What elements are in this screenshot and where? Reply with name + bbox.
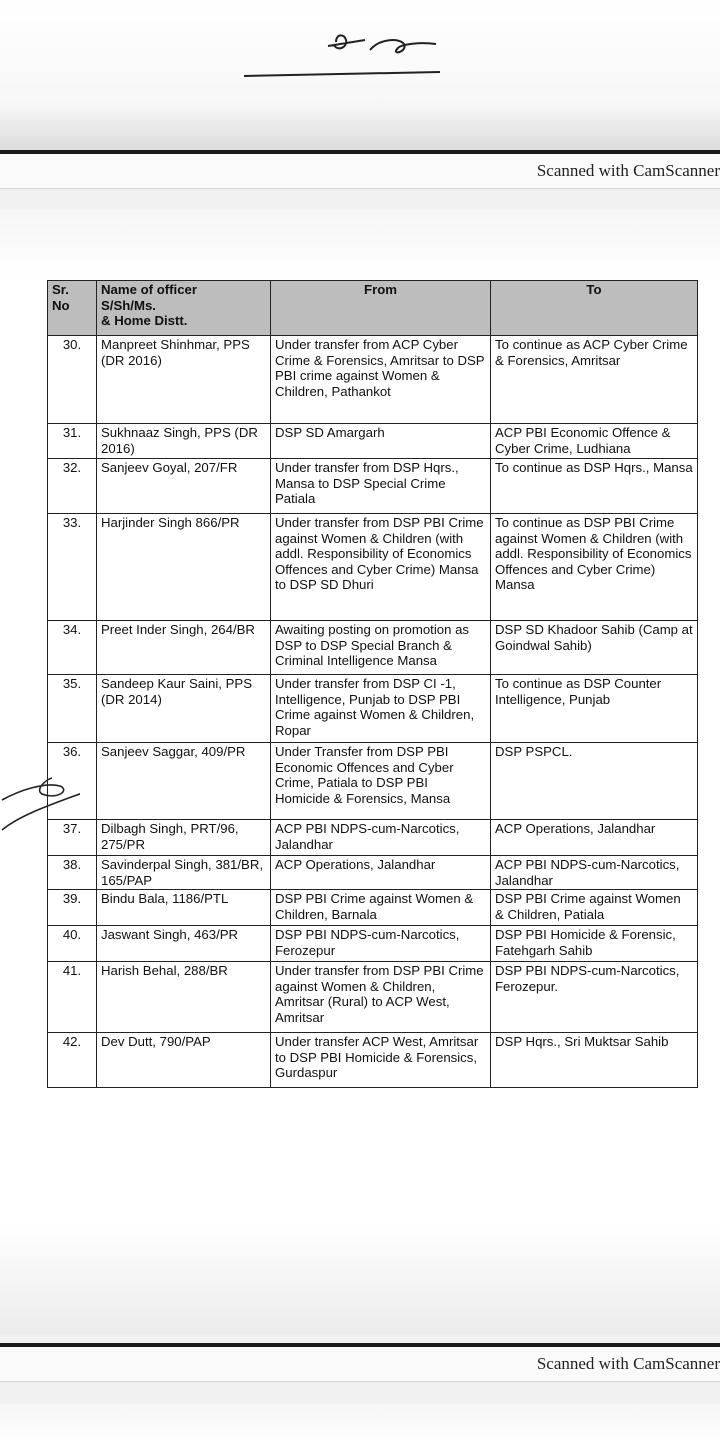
cell-from: DSP PBI Crime against Women & Children, Barnala	[271, 890, 491, 926]
cell-to: To continue as DSP PBI Crime against Women & Children (with addl. Responsibility of Economics Offences and Cyber Crime) Mansa	[491, 514, 698, 621]
cell-to: DSP PBI Homicide & Forensic, Fatehgarh Sahib	[491, 926, 698, 962]
table-row	[48, 675, 698, 743]
table-row	[48, 926, 698, 962]
table-row	[48, 336, 698, 424]
cell-sr: 39.	[48, 890, 97, 926]
scan-footer	[0, 1347, 720, 1382]
cell-to: To continue as ACP Cyber Crime & Forensics, Amritsar	[491, 336, 698, 424]
table-row	[48, 621, 698, 675]
cell-to: DSP SD Khadoor Sahib (Camp at Goindwal Sahib)	[491, 621, 698, 675]
cell-to: To continue as DSP Hqrs., Mansa	[491, 459, 698, 514]
cell-from: Under transfer from DSP PBI Crime against Women & Children (with addl. Responsibility of Economics Offences and Cyber Crime) Mansa to DSP SD Dhuri	[271, 514, 491, 621]
table-row	[48, 1033, 698, 1088]
header-to: To	[491, 281, 698, 336]
cell-to: ACP PBI NDPS-cum-Narcotics, Jalandhar	[491, 856, 698, 890]
table-row	[48, 459, 698, 514]
cell-name: Harjinder Singh 866/PR	[97, 514, 271, 621]
cell-sr: 31.	[48, 424, 97, 459]
cell-from: Under Transfer from DSP PBI Economic Offences and Cyber Crime, Patiala to DSP PBI Homicide & Forensics, Mansa	[271, 743, 491, 820]
cell-to: To continue as DSP Counter Intelligence, Punjab	[491, 675, 698, 743]
cell-name: Dilbagh Singh, PRT/96, 275/PR	[97, 820, 271, 856]
header-name: Name of officer S/Sh/Ms. & Home Distt.	[97, 281, 271, 336]
table-row	[48, 514, 698, 621]
cell-sr: 34.	[48, 621, 97, 675]
cell-name: Sanjeev Goyal, 207/FR	[97, 459, 271, 514]
cell-to: DSP PBI Crime against Women & Children, Patiala	[491, 890, 698, 926]
cell-to: DSP PBI NDPS-cum-Narcotics, Ferozepur.	[491, 962, 698, 1033]
scan-footer	[0, 154, 720, 189]
table-header-row	[48, 281, 698, 336]
cell-from: DSP SD Amargarh	[271, 424, 491, 459]
header-from: From	[271, 281, 491, 336]
table-row	[48, 890, 698, 926]
cell-sr: 41.	[48, 962, 97, 1033]
cell-name: Savinderpal Singh, 381/BR, 165/PAP	[97, 856, 271, 890]
cell-from: Under transfer from DSP Hqrs., Mansa to DSP Special Crime Patiala	[271, 459, 491, 514]
table-row	[48, 743, 698, 820]
cell-sr: 40.	[48, 926, 97, 962]
table-row	[48, 962, 698, 1033]
posting-table	[47, 280, 698, 1088]
cell-name: Preet Inder Singh, 264/BR	[97, 621, 271, 675]
table-row	[48, 424, 698, 459]
next-page-fragment	[0, 1404, 720, 1440]
cell-name: Bindu Bala, 1186/PTL	[97, 890, 271, 926]
cell-to: ACP PBI Economic Offence & Cyber Crime, Ludhiana	[491, 424, 698, 459]
cell-name: Sanjeev Saggar, 409/PR	[97, 743, 271, 820]
cell-to: DSP PSPCL.	[491, 743, 698, 820]
cell-sr: 38.	[48, 856, 97, 890]
cell-name: Jaswant Singh, 463/PR	[97, 926, 271, 962]
cell-from: DSP PBI NDPS-cum-Narcotics, Ferozepur	[271, 926, 491, 962]
cell-sr: 30.	[48, 336, 97, 424]
cell-name: Harish Behal, 288/BR	[97, 962, 271, 1033]
cell-name: Sukhnaaz Singh, PPS (DR 2016)	[97, 424, 271, 459]
camscanner-watermark: Scanned with CamScanner	[536, 1354, 720, 1373]
camscanner-watermark: Scanned with CamScanner	[536, 161, 720, 180]
cell-from: ACP Operations, Jalandhar	[271, 856, 491, 890]
cell-to: ACP Operations, Jalandhar	[491, 820, 698, 856]
previous-page-fragment	[0, 0, 720, 150]
table-row	[48, 820, 698, 856]
cell-from: Under transfer from DSP PBI Crime against Women & Children, Amritsar (Rural) to ACP West, Amritsar	[271, 962, 491, 1033]
cell-sr: 33.	[48, 514, 97, 621]
cell-sr: 32.	[48, 459, 97, 514]
cell-from: ACP PBI NDPS-cum-Narcotics, Jalandhar	[271, 820, 491, 856]
cell-name: Sandeep Kaur Saini, PPS (DR 2014)	[97, 675, 271, 743]
cell-sr: 35.	[48, 675, 97, 743]
cell-to: DSP Hqrs., Sri Muktsar Sahib	[491, 1033, 698, 1088]
cell-from: Under transfer from DSP CI -1, Intelligence, Punjab to DSP PBI Crime against Women & Children, Ropar	[271, 675, 491, 743]
cell-sr: 37.	[48, 820, 97, 856]
cell-sr: 42.	[48, 1033, 97, 1088]
header-sr-no: Sr. No	[48, 281, 97, 336]
cell-name: Manpreet Shinhmar, PPS (DR 2016)	[97, 336, 271, 424]
cell-sr: 36.	[48, 743, 97, 820]
cell-from: Under transfer from ACP Cyber Crime & Forensics, Amritsar to DSP PBI crime against Women & Children, Pathankot	[271, 336, 491, 424]
signature	[240, 30, 450, 90]
cell-from: Awaiting posting on promotion as DSP to DSP Special Branch & Criminal Intelligence Mansa	[271, 621, 491, 675]
table-row	[48, 856, 698, 890]
cell-name: Dev Dutt, 790/PAP	[97, 1033, 271, 1088]
cell-from: Under transfer ACP West, Amritsar to DSP PBI Homicide & Forensics, Gurdaspur	[271, 1033, 491, 1088]
